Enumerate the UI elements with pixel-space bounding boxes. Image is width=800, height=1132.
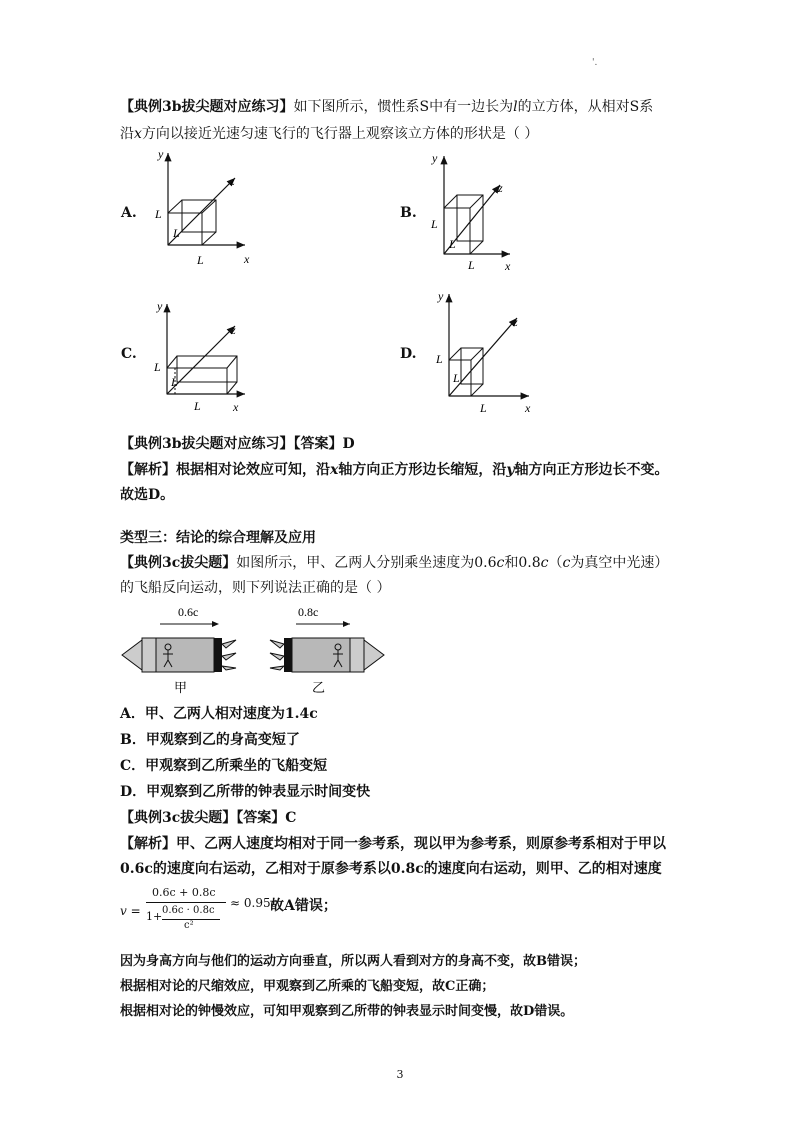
q3b-line1-end: 的立方体，从相对S系 [517,99,654,115]
q3c-line1a: 如图所示，甲、乙两人分别乘坐速度为0.6 [236,555,497,571]
q3b-analysis-var-x: x [330,462,339,478]
q3c-line1d: 为真空中光速） [570,555,669,571]
q3c-line-c: 根据相对论的尺缩效应，甲观察到乙所乘的飞船变短，故C正确； [120,979,495,994]
q3b-answer-value: D [342,436,355,452]
label-z: z [498,181,503,195]
q3c-option-b: B．甲观察到乙的身高变短了 [120,732,300,748]
q3c-c1: c [496,555,505,571]
label-L-y: L [431,217,438,231]
q3c-analysis-label: 【解析】 [120,836,176,852]
q3c-line1b: 和0.8 [504,555,541,571]
q3c-line1c: （ [548,555,563,571]
corner-mark: '. [592,58,598,68]
q3b-answer [120,434,355,454]
label-x: x [244,252,250,266]
q3c-analysis-1: 甲、乙两人速度均相对于同一参考系，现以甲为参考系，则原参考系相对于甲以 [176,836,666,852]
option-a-figure [140,145,260,270]
label-L-z: L [449,237,456,251]
label-y: y [158,147,164,161]
label-L-z: L [173,226,180,240]
right-ship [270,638,384,672]
q3c-c3: c [562,555,571,571]
q3c-option-d: D．甲观察到乙所带的钟表显示时间变快 [120,784,371,800]
q3b-line1-var: l [513,99,518,115]
q3b-answer-prefix: 【典例3b拔尖题对应练习】【答案】 [120,436,343,452]
q3b-analysis-1a: 根据相对论效应可知，沿 [176,462,330,478]
option-b-label: B. [400,205,417,221]
q3c-analysis-line2: 0.6c的速度向右运动，乙相对于原参考系以0.8c的速度向右运动，则甲、乙的相对速度 [120,861,662,877]
formula-v: v = [120,904,141,918]
label-z: z [231,323,236,337]
q3b-line2-start: 沿 [120,126,134,142]
q3c-c2: c [540,555,549,571]
label-L-x: L [480,401,487,415]
q3c-line2: 的飞船反向运动，则下列说法正确的是（ ） [120,580,391,596]
label-y: y [438,289,444,303]
option-c-label: C. [121,346,137,362]
q3c-answer-value: C [285,810,297,826]
right-ship-speed: 0.8c [298,605,319,619]
left-ship-speed: 0.6c [178,605,199,619]
label-L-z: L [453,371,460,385]
formula-den-numerator: 0.6c · 0.8c [162,905,215,916]
formula-result: ≈ 0.95c [230,896,278,910]
q3b-analysis-line2: 故选D。 [120,487,175,503]
q3c-line-d: 根据相对论的钟慢效应，可知甲观察到乙所带的钟表显示时间变慢，故D错误。 [120,1004,574,1019]
q3b-line2 [120,124,538,144]
label-x: x [233,400,239,414]
q3b-prefix: 【典例3b拔尖题对应练习】 [120,99,294,115]
q3b-analysis-label: 【解析】 [120,462,176,478]
left-ship-name: 甲 [174,680,188,695]
label-L-x: L [197,253,204,267]
option-d-label: D. [400,346,417,362]
option-d-figure [425,288,540,416]
q3b-line2-rest: 方向以接近光速匀速飞行的飞行器上观察该立方体的形状是（ ） [141,126,539,142]
type3-heading: 类型三：结论的综合理解及应用 [120,530,316,546]
q3c-answer [120,808,296,828]
q3b-analysis-1b: 轴方向正方形边长缩短，沿 [338,462,507,478]
q3b-analysis-line1 [120,460,669,480]
label-L-y: L [436,352,443,366]
relative-velocity-formula [120,884,420,940]
q3b-analysis-var-y: y [506,462,515,478]
option-c-figure [145,298,255,416]
ships-figure [118,600,398,700]
label-y: y [432,151,438,165]
q3c-option-c: C．甲观察到乙所乘坐的飞船变短 [120,758,328,774]
label-L-y: L [155,207,162,221]
formula-numerator: 0.6c + 0.8c [152,886,216,899]
q3c-line1 [120,553,668,573]
label-L-y: L [154,360,161,374]
q3c-prefix: 【典例3c拔尖题】 [120,555,237,571]
option-a-label: A. [121,205,137,221]
formula-den-denominator: c² [184,920,194,931]
formula-tail: 故A错误； [270,898,337,914]
left-ship [122,638,236,672]
right-ship-name: 乙 [312,680,326,695]
label-L-x: L [194,399,201,413]
q3b-line2-var: x [134,126,142,142]
label-x: x [525,401,531,415]
q3b-analysis-1c: 轴方向正方形边长不变。 [514,462,669,478]
page-number: 3 [396,1068,404,1081]
q3c-analysis-line1 [120,834,666,854]
q3c-answer-prefix: 【典例3c拔尖题】【答案】 [120,810,286,826]
formula-main-bar [146,902,226,903]
label-x: x [505,259,511,272]
q3c-line-b: 因为身高方向与他们的运动方向垂直，所以两人看到对方的身高不变，故B错误； [120,954,586,969]
label-z: z [230,174,235,188]
label-L-x: L [468,258,475,272]
q3b-line1-rest: 如下图所示，惯性系S中有一边长为 [293,99,514,115]
label-y: y [157,299,163,313]
option-b-figure [420,150,530,272]
label-z: z [513,315,518,329]
q3c-option-a: A．甲、乙两人相对速度为1.4c [120,706,318,722]
q3b-line1 [120,97,653,117]
label-L-z: L [171,375,178,389]
cube-back [177,356,237,382]
formula-den-one: 1+ [146,910,163,923]
